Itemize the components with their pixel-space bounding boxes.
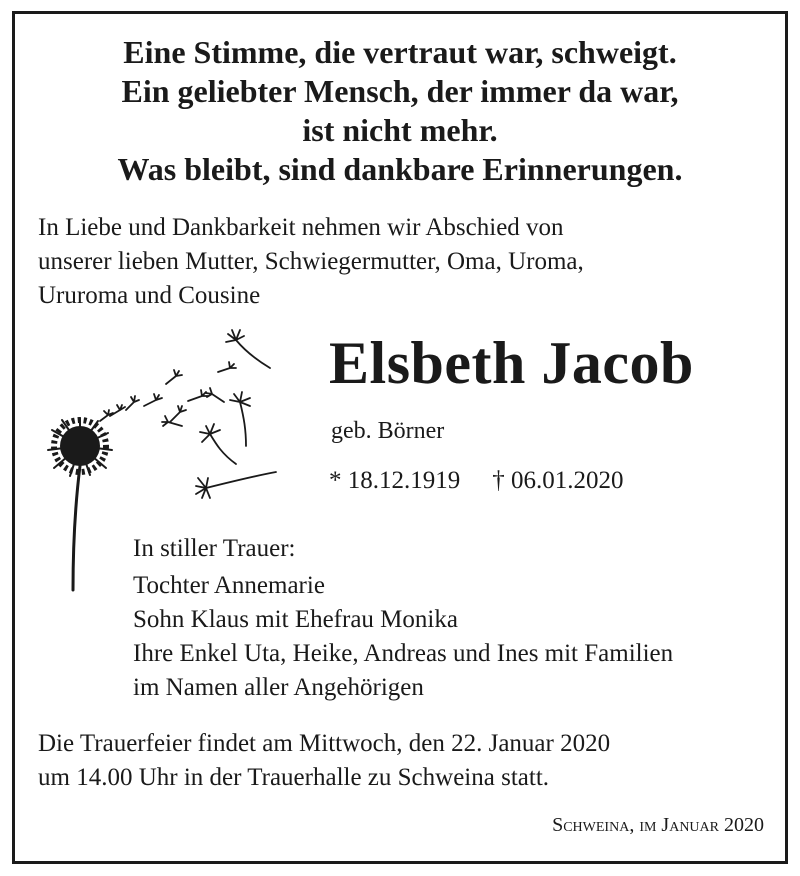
service-info	[38, 727, 610, 795]
mourner-line: Ihre Enkel Uta, Heike, Andreas und Ines mit Familien	[133, 640, 674, 667]
service-line: um 14.00 Uhr in der Trauerhalle zu Schweina statt.	[38, 764, 550, 791]
service-line: Die Trauerfeier findet am Mittwoch, den 22. Januar 2020	[38, 730, 611, 757]
mourner-line: im Namen aller Angehörigen	[133, 674, 424, 701]
death-date: † 06.01.2020	[492, 467, 624, 494]
motto-line: Eine Stimme, die vertraut war, schweigt.	[123, 34, 677, 70]
mourner-line: Tochter Annemarie	[133, 572, 325, 599]
place-date: Schweina, im Januar 2020	[552, 814, 764, 836]
intro-line: Ururoma und Cousine	[38, 282, 261, 309]
motto-line: Ein geliebter Mensch, der immer da war,	[121, 73, 679, 109]
mourners-list	[133, 569, 673, 705]
intro-line: In Liebe und Dankbarkeit nehmen wir Abschied von	[38, 214, 564, 241]
intro-text	[38, 211, 584, 313]
intro-line: unserer lieben Mutter, Schwiegermutter, Oma, Uroma,	[38, 248, 584, 275]
mourner-line: Sohn Klaus mit Ehefrau Monika	[133, 606, 458, 633]
maiden-name: geb. Börner	[331, 418, 445, 444]
motto	[0, 33, 800, 189]
motto-line: Was bleibt, sind dankbare Erinnerungen.	[117, 151, 683, 187]
birth-date: * 18.12.1919	[329, 467, 461, 494]
deceased-name: Elsbeth Jacob	[329, 330, 694, 396]
mourners-heading: In stiller Trauer:	[133, 535, 296, 562]
life-dates	[329, 464, 624, 498]
motto-line: ist nicht mehr.	[302, 112, 498, 148]
